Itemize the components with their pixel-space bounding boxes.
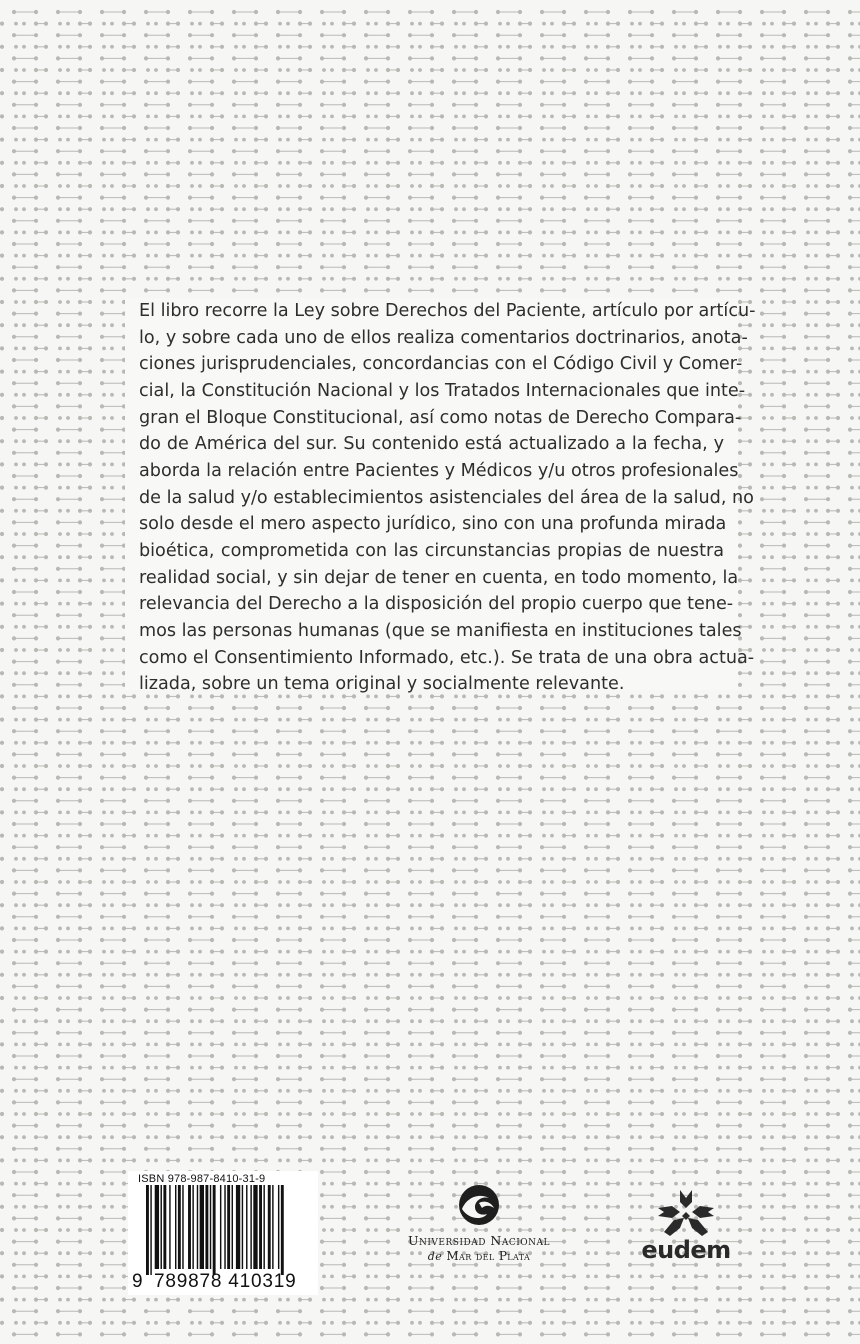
barcode-bar: [220, 1185, 221, 1269]
barcode-bar: [155, 1185, 159, 1269]
blurb-line: gran el Bloque Constitucional, así como notas de Derecho Compara-: [139, 407, 742, 428]
barcode-bar: [232, 1185, 233, 1269]
barcode-bar: [227, 1185, 230, 1269]
eudem-star-icon: [644, 1186, 728, 1240]
barcode-bar: [146, 1185, 149, 1275]
barcode-bar: [263, 1185, 264, 1269]
barcode-bar: [250, 1185, 251, 1269]
blurb-line: lo, y sobre cada uno de ellos realiza comentarios doctrinarios, anota-: [139, 327, 748, 348]
isbn-barcode-block: [128, 1171, 318, 1295]
blurb-line: relevancia del Derecho a la disposición del propio cuerpo que tene-: [139, 594, 734, 615]
isbn-label: ISBN 978-987-8410-31-9: [138, 1173, 266, 1185]
barcode-bar: [259, 1185, 262, 1269]
barcode-bar: [188, 1185, 191, 1269]
barcode-bar: [242, 1185, 243, 1269]
barcode: [128, 1185, 318, 1275]
barcode-bar: [213, 1185, 216, 1275]
blurb-paragraph: [139, 298, 756, 698]
blurb-line: lizada, sobre un tema original y socialmente relevante.: [139, 674, 625, 695]
blurb-line: como el Consentimiento Informado, etc.). Se trata de una obra actua-: [139, 647, 755, 668]
blurb-line: El libro recorre la Ley sobre Derechos del Paciente, artículo por artícu-: [139, 301, 756, 321]
barcode-bar: [178, 1185, 181, 1269]
barcode-bar: [236, 1185, 240, 1269]
eudem-publisher-logo: [636, 1186, 736, 1266]
university-publisher-logo: [398, 1183, 560, 1267]
isbn-digit-groups: 789878 410319: [154, 1271, 297, 1292]
barcode-bar: [161, 1185, 162, 1269]
blurb-line: de la salud y/o establecimientos asistenciales del área de la salud, no: [139, 487, 754, 508]
blurb-line: cial, la Constitución Nacional y los Tratados Internacionales que inte-: [139, 380, 746, 401]
barcode-bar: [246, 1185, 247, 1269]
blurb-line: bioética, comprometida con las circunstancias propias de nuestra: [139, 540, 724, 561]
blurb-line: realidad social, y sin dejar de tener en cuenta, en todo momento, la: [139, 567, 739, 588]
blurb-line: solo desde el mero aspecto jurídico, sino con una profunda mirada: [139, 514, 727, 535]
barcode-bar: [268, 1185, 271, 1269]
barcode-bar: [197, 1185, 198, 1269]
barcode-bar: [200, 1185, 204, 1269]
barcode-bar: [175, 1185, 176, 1269]
blurb-line: ciones jurisprudenciales, concordancias con el Código Civil y Comer-: [139, 354, 743, 375]
isbn-digits: [128, 1271, 318, 1293]
university-city-prefix: de: [427, 1250, 443, 1263]
blurb-line: mos las personas humanas (que se manifiesta en instituciones tales: [139, 620, 742, 641]
back-cover-blurb: [125, 298, 756, 695]
barcode-bar: [224, 1185, 225, 1269]
barcode-bar: [272, 1185, 273, 1269]
university-city-name: Mar del Plata: [446, 1249, 531, 1263]
university-city: [398, 1249, 560, 1263]
barcode-bar: [182, 1185, 183, 1269]
barcode-bar: [163, 1185, 166, 1269]
barcode-bar: [281, 1185, 284, 1275]
eudem-wordmark: eudem: [641, 1236, 731, 1264]
barcode-bar: [169, 1185, 170, 1269]
barcode-bar: [150, 1185, 151, 1275]
wave-circle-icon: [457, 1183, 501, 1227]
barcode-bar: [278, 1185, 279, 1269]
blurb-line: do de América del sur. Su contenido está actualizado a la fecha, y: [139, 434, 724, 455]
blurb-line: aborda la relación entre Pacientes y Médicos y/u otros profesionales: [139, 460, 739, 481]
barcode-bar: [210, 1185, 211, 1269]
university-name: Universidad Nacional: [407, 1233, 551, 1248]
barcode-bar: [253, 1185, 257, 1269]
barcode-bar: [192, 1185, 193, 1269]
barcode-bar: [205, 1185, 208, 1269]
isbn-first-digit: 9: [132, 1271, 143, 1292]
